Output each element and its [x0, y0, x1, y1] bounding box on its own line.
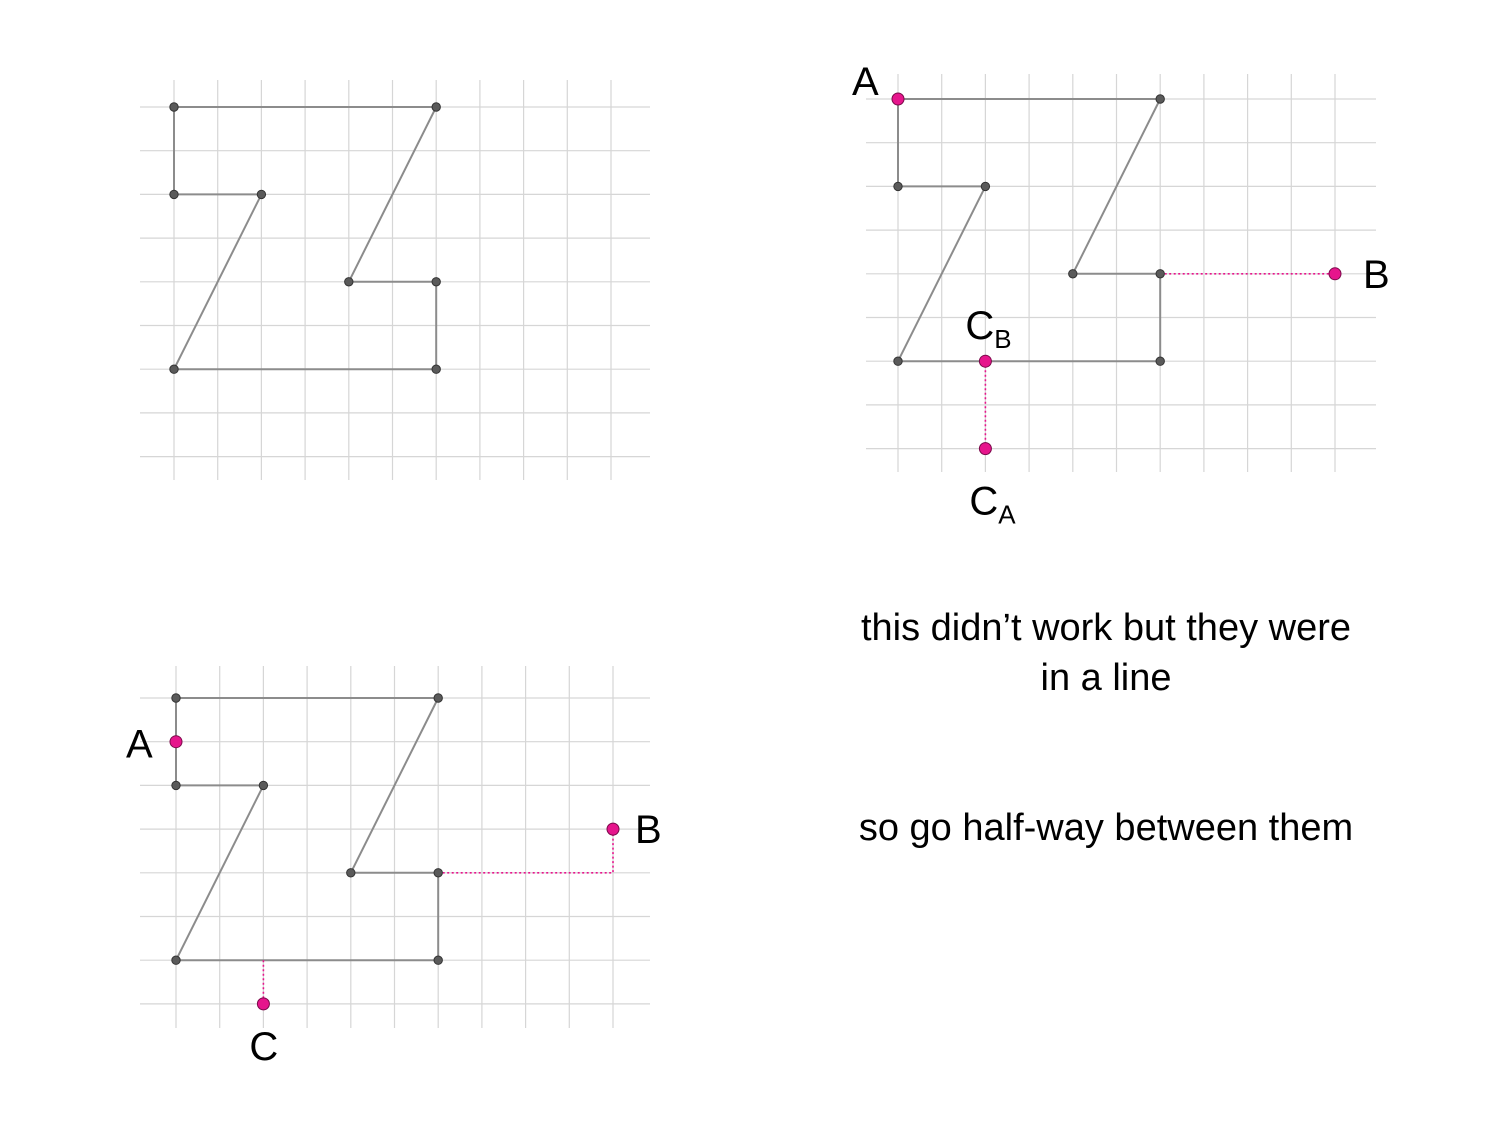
- vertex-dot: [1069, 270, 1077, 278]
- point-a: [170, 736, 182, 748]
- point-label: B: [635, 808, 662, 853]
- panel-bottom-left: [126, 666, 662, 1069]
- vertex-dot: [1156, 95, 1164, 103]
- vertex-dot: [172, 956, 180, 964]
- panel-top-left: [140, 80, 650, 480]
- point-a: [892, 93, 904, 105]
- vertex-dot: [1156, 357, 1164, 365]
- point-label: A: [126, 722, 153, 767]
- vertex-dot: [434, 956, 442, 964]
- vertex-dot: [1156, 270, 1164, 278]
- vertex-dot: [172, 781, 180, 789]
- vertex-dot: [170, 365, 178, 373]
- point-c-a: [979, 443, 991, 455]
- vertex-dot: [894, 357, 902, 365]
- vertex-dot: [432, 278, 440, 286]
- grid: [140, 80, 650, 480]
- point-c: [257, 998, 269, 1010]
- vertex-dot: [981, 182, 989, 190]
- vertex-dot: [434, 694, 442, 702]
- vertex-dot: [259, 781, 267, 789]
- point-label: B: [1363, 252, 1390, 297]
- vertex-dot: [170, 190, 178, 198]
- vertex-dot: [894, 182, 902, 190]
- panel-top-right: [852, 60, 1390, 530]
- point-b: [607, 823, 619, 835]
- note-didnt-work: this didn’t work but they were in a line: [860, 607, 1351, 699]
- point-label: A: [852, 60, 879, 104]
- point-label: C: [249, 1024, 279, 1069]
- vertex-dot: [345, 278, 353, 286]
- vertex-dot: [432, 365, 440, 373]
- vertex-dot: [172, 694, 180, 702]
- vertex-dot: [432, 103, 440, 111]
- point-b: [1329, 268, 1341, 280]
- vertex-dot: [170, 103, 178, 111]
- grid: [140, 666, 650, 1028]
- point-label: $C_B$: [965, 304, 1012, 355]
- vertex-dot: [434, 869, 442, 877]
- point-label: $C_A$: [969, 479, 1016, 530]
- note-half-way: so go half-way between them: [858, 807, 1354, 849]
- point-c-b: [979, 355, 991, 367]
- vertex-dot: [347, 869, 355, 877]
- vertex-dot: [257, 190, 265, 198]
